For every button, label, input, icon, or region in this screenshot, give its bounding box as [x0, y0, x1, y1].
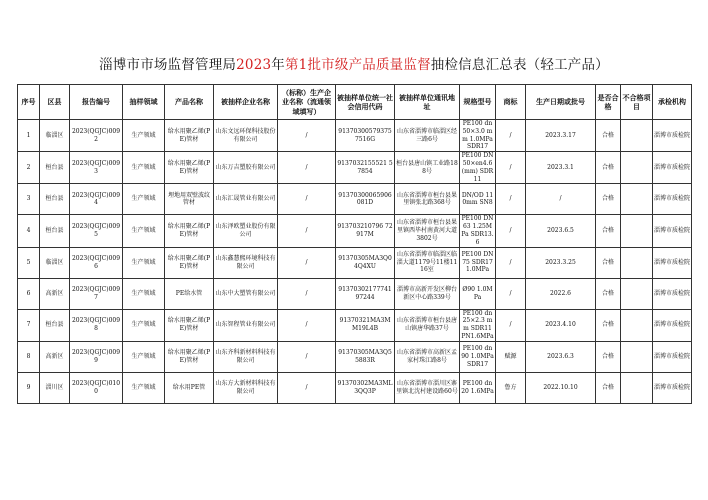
cell-domain: 生产领域: [123, 247, 165, 278]
table-row: [18, 309, 692, 341]
cell-manufacturer: /: [278, 278, 336, 309]
cell-county: 高新区: [40, 278, 70, 309]
cell-spec: PE100 dn50×3.0 mm 1.0MPa SDR17: [460, 120, 496, 152]
cell-manufacturer: /: [278, 309, 336, 341]
cell-spec: PE100 dn20 1.6MPa: [460, 372, 496, 403]
cell-spec: PE100 DN63 1.25MPa SDR13.6: [461, 215, 494, 246]
cell-address: 山东省淄博市高新区孟家村珠江路8号: [395, 341, 460, 372]
cell-company: 山东文远环保科技股份有限公司: [214, 120, 278, 152]
cell-address: 山东省淄博市临淄区临淄大道1179号11楼1116室: [395, 247, 460, 278]
cell-product: 埋地用双壁波纹管材: [165, 184, 214, 215]
cell-county: 临淄区: [40, 120, 70, 152]
header-date: 生产日期或批号: [526, 85, 596, 120]
cell-domain: 生产领域: [123, 309, 165, 341]
cell-report: 2023(QGJC)0094: [70, 184, 123, 215]
cell-product: 给水用聚乙烯(PE)管材: [165, 341, 214, 372]
cell-no: 4: [18, 215, 40, 247]
cell-no: 1: [18, 120, 40, 152]
cell-brand: /: [496, 120, 526, 152]
cell-company: 山东泽欧塑业股份有限公司: [214, 215, 278, 247]
title-mid: 年: [271, 57, 285, 73]
table-row: [18, 215, 692, 247]
cell-fail: [621, 341, 653, 372]
cell-brand: /: [496, 309, 526, 341]
cell-lab: 淄博市质检院: [653, 278, 692, 309]
cell-address: 山东省淄博市桓台县果里镇张北路368号: [395, 184, 460, 215]
cell-lab: 淄博市质检院: [653, 184, 692, 215]
cell-product: PE给水管: [165, 278, 214, 309]
table-row: [18, 341, 692, 372]
cell-credit: 91370321MA3MM19L4B: [336, 309, 395, 341]
cell-credit: 913703210796 72917M: [336, 215, 395, 247]
cell-fail: [621, 184, 653, 215]
cell-no: 8: [18, 341, 40, 372]
cell-spec: Ø90 1.0MPa: [460, 278, 496, 309]
cell-address: 山东省淄博市淄川区寨里镇北沈村建设路60号: [395, 372, 460, 403]
cell-brand: 鲁方: [496, 372, 526, 403]
header-county: 区县: [40, 85, 70, 120]
title-prefix: 淄博市市场监督管理局: [99, 57, 237, 73]
cell-address: 山东省淄博市桓台县果里镇西毕村南黄河大道3802号: [395, 215, 460, 247]
cell-lab: 淄博市质检院: [653, 372, 692, 403]
cell-result: 合格: [596, 372, 621, 403]
cell-report: 2023(QGJC)0092: [70, 120, 123, 152]
cell-company: 山东汇晟管业有限公司: [214, 184, 278, 215]
cell-address: 山东省淄博市临淄区经三路6号: [395, 120, 460, 152]
cell-credit: 913703005793757516G: [336, 120, 395, 152]
cell-product: 给水用聚乙烯(PE)管材: [165, 309, 214, 341]
cell-company: 山东万吉塑胶有限公司: [214, 152, 278, 184]
cell-lab: 淄博市质检院: [653, 247, 692, 278]
cell-report: 2023(QGJC)0097: [70, 278, 123, 309]
cell-manufacturer: /: [278, 152, 336, 184]
header-manufacturer: （标称）生产企业名称（流通领域填写）: [278, 85, 336, 120]
cell-lab: 淄博市质检院: [653, 152, 692, 184]
table-row: [18, 152, 692, 184]
cell-report: 2023(QGJC)0100: [70, 372, 123, 403]
cell-date: 2022.6: [526, 278, 596, 309]
cell-company: 山东方大新材料科技有限公司: [214, 372, 278, 403]
cell-lab: 淄博市质检院: [653, 215, 692, 247]
cell-report: 2023(QGJC)0099: [70, 341, 123, 372]
table-header-row: [18, 85, 692, 120]
header-no: 序号: [18, 85, 40, 120]
cell-address: 淄博市高新开发区柳台新区中心路339号: [395, 278, 460, 309]
cell-manufacturer: /: [278, 372, 336, 403]
cell-spec: PE100 dn25×2.3 mm SDR11 PN1.6MPa: [461, 309, 494, 340]
table-row: [18, 247, 692, 278]
cell-result: 合格: [596, 278, 621, 309]
cell-product: 给水用聚乙烯(PE)管材: [165, 120, 214, 152]
cell-result: 合格: [596, 184, 621, 215]
cell-result: 合格: [596, 247, 621, 278]
cell-date: 2023.6.3: [526, 341, 596, 372]
cell-date: 2023.3.25: [526, 247, 596, 278]
cell-date: 2023.3.17: [526, 120, 596, 152]
cell-lab: 淄博市质检院: [653, 309, 692, 341]
cell-domain: 生产领域: [123, 184, 165, 215]
cell-spec: DN/OD 110mm SN8: [460, 184, 496, 215]
header-lab: 承检机构: [653, 85, 692, 120]
header-report: 报告编号: [70, 85, 123, 120]
cell-fail: [621, 372, 653, 403]
cell-product: 给水用聚乙烯(PE)管材: [165, 247, 214, 278]
cell-brand: /: [496, 278, 526, 309]
cell-manufacturer: /: [278, 215, 336, 247]
cell-address: 山东省淄博市桓台县唐山镇唐华路37号: [395, 309, 460, 341]
cell-date: 2022.10.10: [526, 372, 596, 403]
cell-address: 桓台县唐山镇工业路188号: [395, 152, 460, 184]
cell-domain: 生产领域: [123, 152, 165, 184]
cell-brand: /: [496, 215, 526, 247]
header-result: 是否合格: [596, 85, 621, 120]
cell-spec: PE100 dn90 1.0MPa SDR17: [460, 341, 496, 372]
cell-credit: 91370302MA3ML3QQ3P: [336, 372, 395, 403]
cell-brand: /: [496, 184, 526, 215]
cell-report: 2023(QGJC)0096: [70, 247, 123, 278]
cell-domain: 生产领域: [123, 341, 165, 372]
cell-product: 给水用聚乙烯(PE)管材: [165, 215, 214, 247]
cell-fail: [621, 120, 653, 152]
cell-fail: [621, 278, 653, 309]
cell-spec: PE100 DN75 SDR17 1.0MPa: [460, 247, 496, 278]
title-batch: 第1批市级产品质量监督: [284, 57, 431, 73]
cell-county: 桓台县: [40, 215, 70, 247]
cell-date: 2023.6.5: [526, 215, 596, 247]
cell-manufacturer: /: [278, 184, 336, 215]
cell-product: 给水用PE管: [165, 372, 214, 403]
cell-domain: 生产领域: [123, 215, 165, 247]
cell-brand: /: [496, 152, 526, 184]
header-spec: 规格型号: [460, 85, 496, 120]
cell-no: 3: [18, 184, 40, 215]
cell-domain: 生产领域: [123, 278, 165, 309]
table-row: [18, 372, 692, 403]
cell-report: 2023(QGJC)0098: [70, 309, 123, 341]
cell-result: 合格: [596, 341, 621, 372]
cell-fail: [621, 152, 653, 184]
cell-county: 高新区: [40, 341, 70, 372]
cell-date: /: [526, 184, 596, 215]
table-row: [18, 120, 692, 152]
title-suffix: 抽检信息汇总表（轻工产品）: [430, 57, 609, 73]
cell-company: 山东中大塑管有限公司: [214, 278, 278, 309]
cell-result: 合格: [596, 152, 621, 184]
table-row: [18, 278, 692, 309]
cell-domain: 生产领域: [123, 372, 165, 403]
cell-county: 桓台县: [40, 184, 70, 215]
cell-fail: [621, 309, 653, 341]
cell-lab: 淄博市质检院: [653, 120, 692, 152]
cell-manufacturer: /: [278, 341, 336, 372]
cell-manufacturer: /: [278, 247, 336, 278]
cell-county: 桓台县: [40, 309, 70, 341]
cell-spec: PE100 DN50×en4.6(mm) SDR11: [460, 152, 496, 184]
page-title: [0, 53, 708, 73]
cell-no: 2: [18, 152, 40, 184]
inspection-table: [17, 84, 692, 404]
cell-date: 2023.4.10: [526, 309, 596, 341]
cell-fail: [621, 247, 653, 278]
cell-fail: [621, 215, 653, 247]
cell-county: 淄川区: [40, 372, 70, 403]
cell-credit: 9137032155521 57854: [336, 152, 395, 184]
cell-brand: 赋源: [496, 341, 526, 372]
cell-county: 桓台县: [40, 152, 70, 184]
cell-product: 给水用聚乙烯(PE)管材: [165, 152, 214, 184]
header-fail: 不合格项目: [621, 85, 653, 120]
table-row: [18, 184, 692, 215]
cell-credit: 91370300065906081D: [336, 184, 395, 215]
cell-credit: 91370305MA3Q04Q4XU: [336, 247, 395, 278]
cell-company: 山东齐科新材料科技有限公司: [214, 341, 278, 372]
title-year: 2023: [236, 57, 272, 73]
cell-no: 6: [18, 278, 40, 309]
cell-no: 5: [18, 247, 40, 278]
header-product: 产品名称: [165, 85, 214, 120]
cell-report: 2023(QGJC)0093: [70, 152, 123, 184]
cell-no: 9: [18, 372, 40, 403]
header-address: 被抽样单位通讯地址: [395, 85, 460, 120]
cell-credit: 91370305MA3Q55883R: [336, 341, 395, 372]
table-body: [18, 120, 692, 404]
cell-result: 合格: [596, 215, 621, 247]
cell-result: 合格: [596, 309, 621, 341]
cell-date: 2023.3.1: [526, 152, 596, 184]
cell-lab: 淄博市质检院: [653, 341, 692, 372]
cell-domain: 生产领域: [123, 120, 165, 152]
cell-no: 7: [18, 309, 40, 341]
cell-company: 山东智程管业有限公司: [214, 309, 278, 341]
header-company: 被抽样企业名称: [214, 85, 278, 120]
cell-company: 山东鑫慧熙环境科技有限公司: [214, 247, 278, 278]
header-credit: 被抽样单位统一社会信用代码: [336, 85, 395, 120]
cell-result: 合格: [596, 120, 621, 152]
cell-manufacturer: /: [278, 120, 336, 152]
cell-county: 临淄区: [40, 247, 70, 278]
header-domain: 抽样领域: [123, 85, 165, 120]
header-brand: 商标: [496, 85, 526, 120]
cell-credit: 9137030217774197244: [336, 278, 395, 309]
cell-brand: /: [496, 247, 526, 278]
cell-report: 2023(QGJC)0095: [70, 215, 123, 247]
